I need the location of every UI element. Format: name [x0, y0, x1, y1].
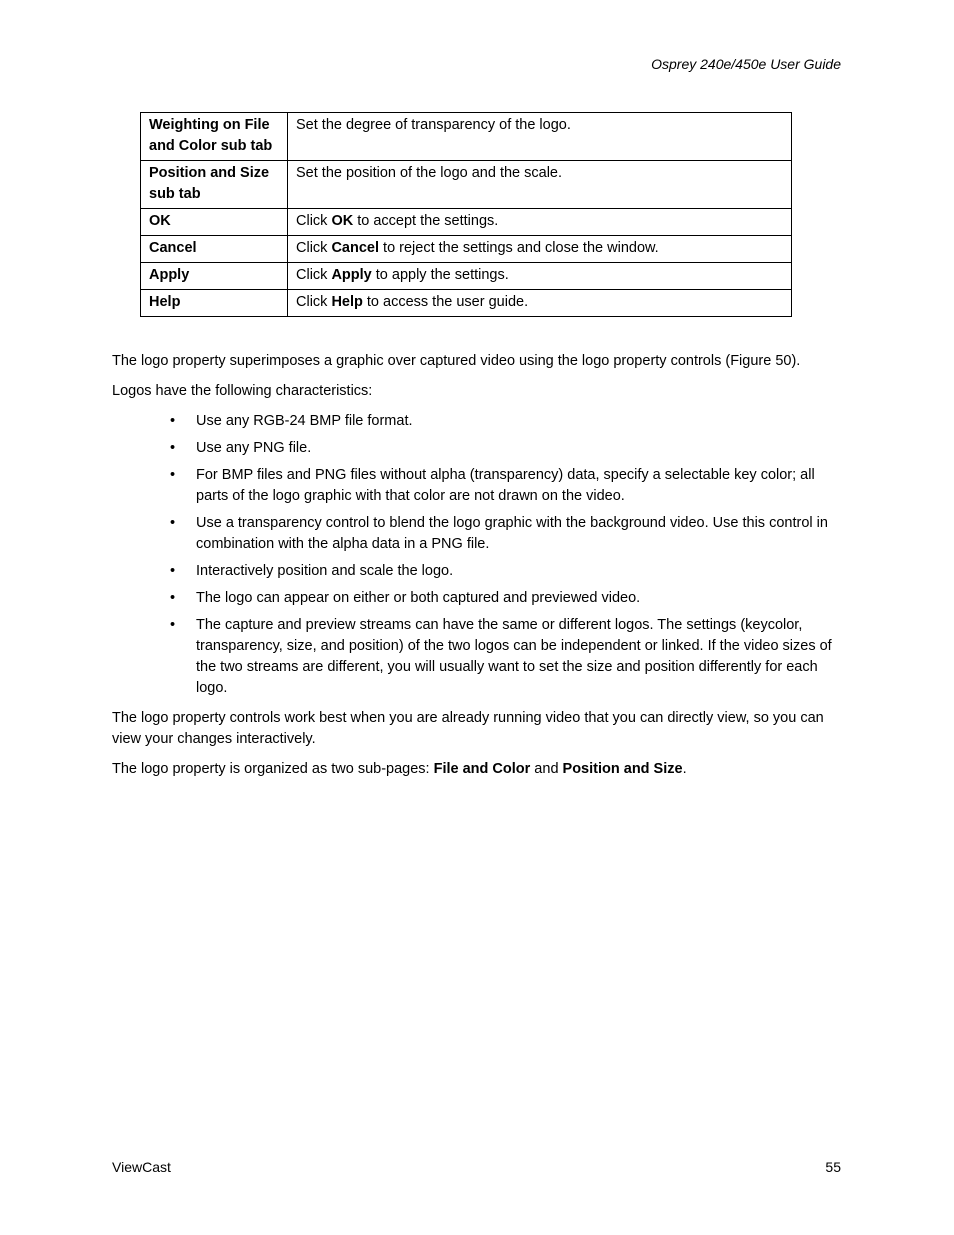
- intro-paragraph: The logo property superimposes a graphic over captured video using the logo property controls (Figure 50).: [112, 353, 801, 369]
- table-description: Click Help to access the user guide.: [288, 290, 792, 317]
- table-description: Click Apply to apply the settings.: [288, 263, 792, 290]
- table-row: [141, 113, 792, 161]
- list-item: • Use any PNG file.: [112, 438, 847, 459]
- table-term: Apply: [141, 263, 288, 290]
- body-content: [112, 351, 847, 789]
- table-row: [141, 263, 792, 290]
- characteristics-lead: Logos have the following characteristics:: [112, 383, 373, 399]
- table-row: [141, 236, 792, 263]
- list-item: • The capture and preview streams can have the same or different logos. The settings (keycolor, transparency, size, and position) of the two logos can be independent or linked. If the video sizes of the two streams are different, you will usually want to set the size and position differently for each logo.: [170, 617, 832, 696]
- bullet-icon: •: [170, 413, 176, 429]
- table-description: Click Cancel to reject the settings and close the window.: [288, 236, 792, 263]
- table-term: Cancel: [141, 236, 288, 263]
- table-description: Click OK to accept the settings.: [288, 209, 792, 236]
- table-row: [141, 161, 792, 209]
- table-row: [141, 290, 792, 317]
- controls-note-paragraph: The logo property controls work best when you are already running video that you can directly view, so you can view your changes interactively.: [112, 710, 824, 747]
- list-item: • Use any RGB-24 BMP file format.: [112, 411, 847, 432]
- list-item: • Use a transparency control to blend the logo graphic with the background video. Use this control in combination with the alpha data in a PNG file.: [170, 515, 828, 552]
- settings-table: [140, 112, 792, 317]
- list-item: • The logo can appear on either or both captured and previewed video.: [112, 588, 847, 609]
- table-term: Position and Size sub tab: [141, 161, 288, 209]
- subpages-paragraph: The logo property is organized as two sub-pages: File and Color and Position and Size.: [112, 761, 687, 777]
- footer-company: ViewCast: [112, 1159, 171, 1175]
- list-item: • For BMP files and PNG files without alpha (transparency) data, specify a selectable key color; all parts of the logo graphic with that color are not drawn on the video.: [170, 467, 815, 504]
- bullet-icon: •: [170, 440, 176, 456]
- table-term: Help: [141, 290, 288, 317]
- bullet-icon: •: [170, 515, 176, 531]
- table-term: Weighting on File and Color sub tab: [141, 113, 288, 161]
- bullet-icon: •: [170, 617, 176, 633]
- running-header: Osprey 240e/450e User Guide: [651, 56, 841, 72]
- bullet-icon: •: [170, 467, 176, 483]
- table-description: Set the position of the logo and the scale.: [288, 161, 792, 209]
- table-description: Set the degree of transparency of the logo.: [288, 113, 792, 161]
- table-term: OK: [141, 209, 288, 236]
- page-number: 55: [825, 1159, 841, 1175]
- table-row: [141, 209, 792, 236]
- list-item: • Interactively position and scale the logo.: [112, 561, 847, 582]
- bullet-icon: •: [170, 563, 176, 579]
- bullet-icon: •: [170, 590, 176, 606]
- characteristics-list: [112, 411, 847, 699]
